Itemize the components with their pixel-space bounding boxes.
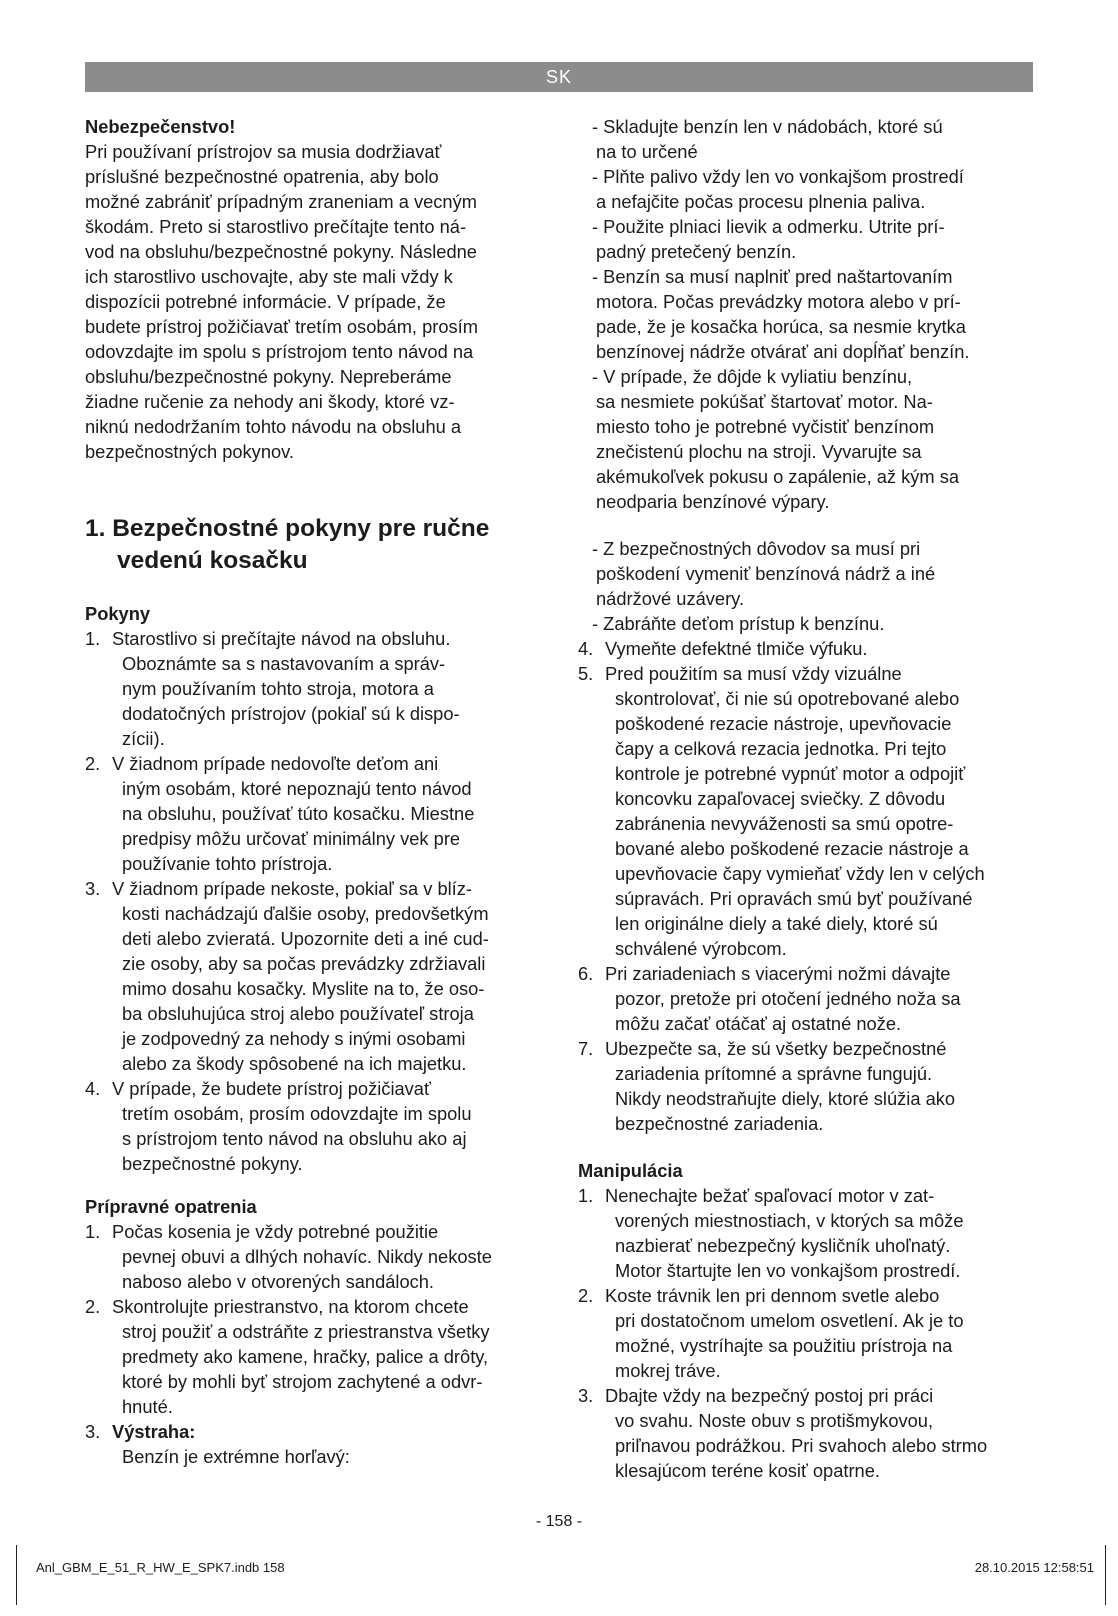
list-item (578, 961, 1038, 1036)
list-item-line: bezpečnostné pokyny. (122, 1153, 303, 1174)
list-item-line: priľnavou podrážkou. Pri svahoch alebo strmo (615, 1435, 988, 1456)
dash-item-line: miesto toho je potrebné vyčistiť benzínom (596, 416, 935, 437)
list-item-number: 2. (578, 1285, 594, 1306)
list-item-line: len originálne diely a také diely, ktoré sú (615, 913, 938, 934)
manip-list (578, 1183, 1038, 1483)
prep-list (85, 1219, 555, 1419)
list-item (578, 1036, 1038, 1136)
list-item (85, 876, 555, 1076)
text-line: niknú nedodržaním tohto návodu na obsluhu a (85, 416, 462, 437)
list-item (578, 636, 1038, 661)
list-item-line: Počas kosenia je vždy potrebné použitie (112, 1221, 439, 1242)
list-item-line: zabránenia nevyváženosti sa smú opotre- (615, 813, 954, 834)
list-item-line: naboso alebo v otvorených sandáloch. (122, 1271, 435, 1292)
warning-item (85, 1419, 555, 1469)
warning-text: Benzín je extrémne horľavý: (122, 1446, 350, 1467)
list-item-line: Ubezpečte sa, že sú všetky bezpečnostné (605, 1038, 947, 1059)
fuel-dash-list (578, 114, 1038, 514)
list-item-line: V prípade, že budete prístroj požičiavať (112, 1078, 431, 1099)
list-item-line: klesajúcom teréne kosiť opatrne. (615, 1460, 880, 1481)
list-item-line: predpisy môžu určovať minimálny vek pre (122, 828, 461, 849)
list-item-line: Starostlivo si prečítajte návod na obsluhu. (112, 628, 451, 649)
dash-item-line: neodparia benzínové výpary. (596, 491, 830, 512)
list-item-line: nazbierať nebezpečný kysličník uhoľnatý. (615, 1235, 951, 1256)
page-number: - 158 - (535, 1513, 583, 1530)
danger-text (85, 139, 555, 464)
list-item (85, 626, 555, 751)
text-line: vod na obsluhu/bezpečnostné pokyny. Následne (85, 241, 477, 262)
list-item-line: skontrolovať, či nie sú opotrebované alebo (615, 688, 960, 709)
list-item-line: vorených miestnostiach, v ktorých sa môže (615, 1210, 964, 1231)
dash-item (578, 114, 1038, 164)
text-line: škodám. Preto si starostlivo prečítajte tento ná- (85, 216, 467, 237)
list-item-line: Oboznámte sa s nastavovaním a správ- (122, 653, 446, 674)
warning-number: 3. (85, 1421, 101, 1442)
dash-item (578, 264, 1038, 364)
list-item-line: s prístrojom tento návod na obsluhu ako aj (122, 1128, 467, 1149)
list-item-number: 3. (578, 1385, 594, 1406)
list-item-number: 1. (578, 1185, 594, 1206)
danger-title: Nebezpečenstvo! (85, 116, 236, 137)
list-item-number: 5. (578, 663, 594, 684)
dash-item-line: akémukoľvek pokusu o zapálenie, až kým sa (596, 466, 960, 487)
list-item-line: bezpečnostné zariadenia. (615, 1113, 824, 1134)
list-item-line: ba obsluhujúca stroj alebo používateľ stroja (122, 1003, 474, 1024)
list-item-line: pri dostatočnom umelom osvetlení. Ak je to (615, 1310, 964, 1331)
dash-item-line: - Použite plniaci lievik a odmerku. Utrite prí- (592, 216, 945, 237)
list-item-line: Koste trávnik len pri dennom svetle alebo (605, 1285, 940, 1306)
list-item-line: pozor, pretože pri otočení jedného noža sa (615, 988, 961, 1009)
dash-item-line: - Z bezpečnostných dôvodov sa musí pri (592, 538, 921, 559)
list-item-line: pevnej obuvi a dlhých nohavíc. Nikdy nekoste (122, 1246, 492, 1267)
list-item-line: možné, vystríhajte sa použitiu prístroja na (615, 1335, 953, 1356)
list-item-line: Pri zariadeniach s viacerými nožmi dávajte (605, 963, 951, 984)
language-header-bar (85, 62, 1033, 92)
dash-item-line: pade, že je kosačka horúca, sa nesmie krytka (596, 316, 966, 337)
text-line: Pri používaní prístrojov sa musia dodržiavať (85, 141, 442, 162)
list-item-number: 4. (578, 638, 594, 659)
list-item-number: 4. (85, 1078, 101, 1099)
list-item-line: mokrej tráve. (615, 1360, 721, 1381)
list-item-line: zie osoby, aby sa počas prevádzky zdržiavali (122, 953, 486, 974)
list-item-line: schválené výrobcom. (615, 938, 787, 959)
list-item-line: hnuté. (122, 1396, 173, 1417)
manip-title: Manipulácia (578, 1160, 683, 1181)
dash-item-line: benzínovej nádrže otvárať ani dopĺňať benzín. (596, 341, 970, 362)
list-item-number: 3. (85, 878, 101, 899)
text-line: ich starostlivo uschovajte, aby ste mali vždy k (85, 266, 453, 287)
list-item (578, 661, 1038, 961)
list-item-line: Vymeňte defektné tlmiče výfuku. (605, 638, 868, 659)
list-item-line: bované alebo poškodené rezacie nástroje a (615, 838, 969, 859)
list-item-line: môžu začať otáčať aj ostatné nože. (615, 1013, 902, 1034)
dash-item (578, 536, 1038, 611)
dash-item (578, 364, 1038, 514)
list-item-line: ktoré by mohli byť strojom zachytené a odvr- (122, 1371, 483, 1392)
list-item-line: čapy a celková rezacia jednotka. Pri tejto (615, 738, 947, 759)
dash-item-line: znečistenú plochu na stroji. Vyvarujte sa (596, 441, 922, 462)
list-item-line: kontrole je potrebné vypnúť motor a odpojiť (615, 763, 966, 784)
dash-item-line: - V prípade, že dôjde k vyliatiu benzínu, (592, 366, 913, 387)
list-item (85, 1219, 555, 1294)
dash-item-line: poškodení vymeniť benzínová nádrž a iné (596, 563, 936, 584)
dash-item-line: a nefajčite počas procesu plnenia paliva. (596, 191, 926, 212)
dash-item-line: - Plňte palivo vždy len vo vonkajšom prostredí (592, 166, 964, 187)
list-item-line: upevňovacie čapy vymieňať vždy len v celých (615, 863, 985, 884)
list-item-line: zariadenia prítomné a správne fungujú. (615, 1063, 933, 1084)
print-file-info: Anl_GBM_E_51_R_HW_E_SPK7.indb 158 (36, 1560, 285, 1575)
language-code: SK (545, 67, 572, 87)
dash-item-line: - Zabráňte deťom prístup k benzínu. (592, 613, 885, 634)
left-column (85, 114, 555, 1469)
list-item-line: stroj použiť a odstráňte z priestranstva všetky (122, 1321, 490, 1342)
right-column (578, 114, 1038, 1483)
crop-mark-left (16, 1545, 17, 1605)
text-line: obsluhu/bezpečnostné pokyny. Nepreberáme (85, 366, 452, 387)
warning-title: Výstraha: (112, 1421, 196, 1442)
list-item-line: koncovku zapaľovacej sviečky. Z dôvodu (615, 788, 946, 809)
dash-item (578, 164, 1038, 214)
dash-item-line: na to určené (596, 141, 698, 162)
print-datetime: 28.10.2015 12:58:51 (974, 1560, 1094, 1575)
list-item-line: používanie tohto prístroja. (122, 853, 333, 874)
text-line: odovzdajte im spolu s prístrojom tento návod na (85, 341, 474, 362)
list-item (85, 751, 555, 876)
text-line: žiadne ručenie za nehody ani škody, ktoré vz- (85, 391, 455, 412)
list-item-line: iným osobám, ktoré nepoznajú tento návod (122, 778, 472, 799)
fuel-dash-list-2 (578, 536, 1038, 636)
right-numbered-list (578, 636, 1038, 1136)
text-line: možné zabrániť prípadným zraneniam a vecným (85, 191, 477, 212)
list-item-number: 2. (85, 753, 101, 774)
list-item-line: nym používaním tohto stroja, motora a (122, 678, 434, 699)
text-line: budete prístroj požičiavať tretím osobám, prosím (85, 316, 478, 337)
dash-item-line: motora. Počas prevádzky motora alebo v prí- (596, 291, 961, 312)
list-item-line: deti alebo zvieratá. Upozornite deti a iné cud- (122, 928, 489, 949)
dash-item-line: sa nesmiete pokúšať štartovať motor. Na- (596, 391, 933, 412)
dash-item-line: - Skladujte benzín len v nádobách, ktoré sú (592, 116, 943, 137)
list-item-line: V žiadnom prípade nekoste, pokiaľ sa v blíz- (112, 878, 472, 899)
list-item-line: Dbajte vždy na bezpečný postoj pri práci (605, 1385, 934, 1406)
list-item (578, 1383, 1038, 1483)
crop-mark-right (1105, 1545, 1106, 1605)
list-item-number: 2. (85, 1296, 101, 1317)
list-item-line: vo svahu. Noste obuv s protišmykovou, (615, 1410, 934, 1431)
text-line: príslušné bezpečnostné opatrenia, aby bolo (85, 166, 439, 187)
pokyny-list (85, 626, 555, 1176)
list-item-line: poškodené rezacie nástroje, upevňovacie (615, 713, 952, 734)
list-item (578, 1183, 1038, 1283)
list-item (85, 1076, 555, 1176)
list-item-line: kosti nachádzajú ďalšie osoby, predovšetkým (122, 903, 489, 924)
list-item (578, 1283, 1038, 1383)
dash-item (578, 214, 1038, 264)
list-item-number: 1. (85, 1221, 101, 1242)
prep-title: Prípravné opatrenia (85, 1196, 257, 1217)
chapter-title: 1. Bezpečnostné pokyny pre ručne vedenú kosačku (85, 515, 490, 574)
list-item-line: dodatočných prístrojov (pokiaľ sú k dispo- (122, 703, 460, 724)
list-item-line: zícii). (122, 728, 165, 749)
list-item-line: predmety ako kamene, hračky, palice a drôty, (122, 1346, 489, 1367)
list-item (85, 1294, 555, 1419)
list-item-line: je zodpovedný za nehody s inými osobami (122, 1028, 466, 1049)
list-item-line: V žiadnom prípade nedovoľte deťom ani (112, 753, 439, 774)
list-item-line: tretím osobám, prosím odovzdajte im spolu (122, 1103, 472, 1124)
dash-item (578, 611, 1038, 636)
list-item-line: mimo dosahu kosačky. Myslite na to, že oso- (122, 978, 485, 999)
dash-item-line: - Benzín sa musí naplniť pred naštartovaním (592, 266, 953, 287)
text-line: dispozícii potrebné informácie. V prípade, že (85, 291, 446, 312)
list-item-number: 6. (578, 963, 594, 984)
dash-item-line: padný pretečený benzín. (596, 241, 797, 262)
list-item-line: súpravách. Pri opravách smú byť používané (615, 888, 973, 909)
list-item-number: 7. (578, 1038, 594, 1059)
text-line: bezpečnostných pokynov. (85, 441, 295, 462)
list-item-line: alebo za škody spôsobené na ich majetku. (122, 1053, 467, 1074)
list-item-line: Motor štartujte len vo vonkajšom prostredí. (615, 1260, 961, 1281)
dash-item-line: nádržové uzávery. (596, 588, 745, 609)
list-item-line: Pred použitím sa musí vždy vizuálne (605, 663, 902, 684)
list-item-line: na obsluhu, používať túto kosačku. Miestne (122, 803, 475, 824)
list-item-line: Nenechajte bežať spaľovací motor v zat- (605, 1185, 935, 1206)
list-item-line: Skontrolujte priestranstvo, na ktorom chcete (112, 1296, 469, 1317)
pokyny-title: Pokyny (85, 603, 151, 624)
list-item-line: Nikdy neodstraňujte diely, ktoré slúžia ako (615, 1088, 956, 1109)
list-item-number: 1. (85, 628, 101, 649)
